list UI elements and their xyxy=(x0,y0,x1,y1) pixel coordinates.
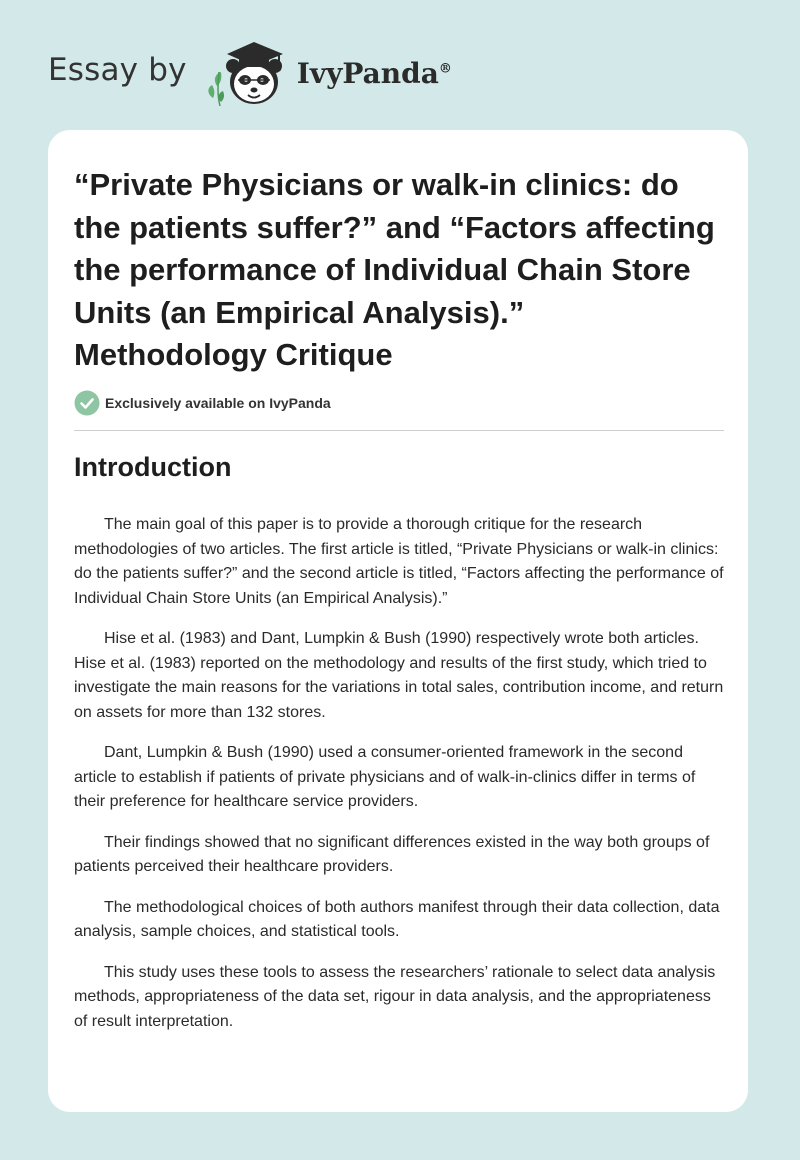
paragraph: Dant, Lumpkin & Bush (1990) used a consumer-oriented framework in the second article to establish if patients of private physicians and of walk-in-clinics differ in terms of their preference for healthcare service providers. xyxy=(74,744,696,810)
paragraph: The main goal of this paper is to provide a thorough critique for the research methodologies of two articles. The first article is titled, “Private Physicians or walk-in clinics: do the patients suffer?” and the second article is titled, “Factors affecting the performance of Individual Chain Store Units (an Empirical Analysis).” xyxy=(74,516,724,607)
registered-mark: ® xyxy=(438,61,452,77)
site-header xyxy=(48,36,452,108)
availability-badge xyxy=(74,390,331,416)
brand-name[interactable]: IvyPanda® xyxy=(296,56,452,90)
paragraph: This study uses these tools to assess the researchers’ rationale to select data analysis methods, appropriateness of the data set, rigour in data analysis, and the appropriateness of result interpretation. xyxy=(74,963,716,1030)
panda-graduate-icon[interactable] xyxy=(203,36,293,108)
essay-by-label: Essay by xyxy=(48,52,187,88)
check-circle-icon xyxy=(74,390,100,416)
paragraph: Their findings showed that no significant differences existed in the way both groups of patients perceived their healthcare providers. xyxy=(74,833,710,875)
article-body xyxy=(74,513,724,1050)
divider xyxy=(74,430,724,431)
paragraph: The methodological choices of both authors manifest through their data collection, data analysis, sample choices, and statistical tools. xyxy=(74,898,720,940)
paragraph: Hise et al. (1983) and Dant, Lumpkin & Bush (1990) respectively wrote both articles. Hise et al. (1983) reported on the methodology and results of the first study, which tried to investigate the main reasons for the variations in total sales, contribution income, and return on assets for more than 132 stores. xyxy=(74,630,724,721)
badge-label: Exclusively available on IvyPanda xyxy=(105,395,331,411)
page-title: “Private Physicians or walk-in clinics: do the patients suffer?” and “Factors affecting the performance of Individual Chain Store Units (an Empirical Analysis).” Methodology Critique xyxy=(74,167,715,372)
essay-card xyxy=(48,130,748,1112)
section-heading: Introduction xyxy=(74,452,232,482)
